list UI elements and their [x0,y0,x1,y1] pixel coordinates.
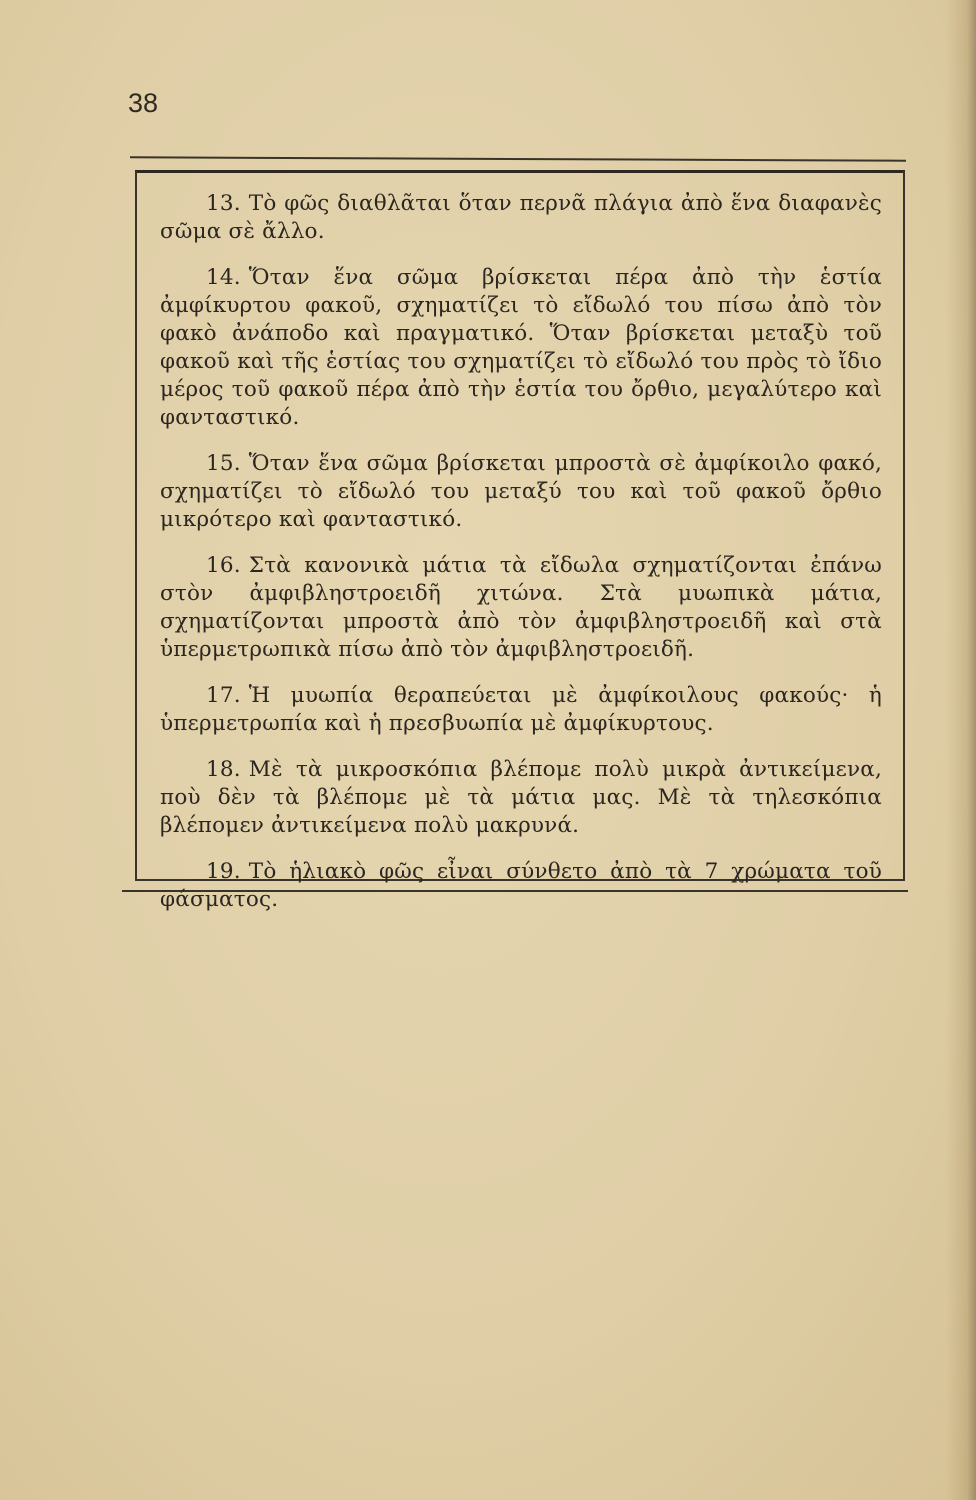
item-number: 16. [206,553,241,578]
summary-item-17 [160,682,882,738]
header-rule [130,156,906,161]
summary-item-15 [160,450,882,534]
item-number: 13. [206,191,241,216]
item-number: 19. [206,859,241,884]
summary-item-19 [160,858,882,914]
summary-item-14 [160,264,882,432]
summary-item-18 [160,756,882,840]
item-number: 17. [206,683,241,708]
page-number: 38 [128,88,159,118]
summary-content [160,190,882,932]
item-text: Ὅταν ἕνα σῶμα βρίσκεται πέρα ἀπὸ τὴν ἑστία ἀμφίκυρτου φακοῦ, σχηματίζει τὸ εἴδωλό του πίσω ἀπὸ τὸν φακὸ ἀνάποδο καὶ πραγματικό. Ὅταν βρίσκεται μεταξὺ τοῦ φακοῦ καὶ τῆς ἑστίας του σχηματίζει τὸ εἴδωλό του πρὸς τὸ ἴδιο μέρος τοῦ φακοῦ πέρα ἀπὸ τὴν ἑστία του ὄρθιο, μεγαλύτερο καὶ φανταστικό. [160,265,882,430]
item-number: 18. [206,757,241,782]
summary-item-16 [160,552,882,664]
item-number: 14. [206,265,241,290]
item-text: Τὸ φῶς διαθλᾶται ὅταν περνᾶ πλάγια ἀπὸ ἕνα διαφανὲς σῶμα σὲ ἄλλο. [160,191,882,244]
page-edge-shadow [946,0,976,1500]
item-text: Τὸ ἡλιακὸ φῶς εἶναι σύνθετο ἀπὸ τὰ 7 χρώματα τοῦ φάσματος. [160,859,882,912]
item-text: Ὅταν ἕνα σῶμα βρίσκεται μπροστὰ σὲ ἀμφίκοιλο φακό, σχηματίζει τὸ εἴδωλό του μεταξύ του καὶ τοῦ φακοῦ ὄρθιο μικρότερο καὶ φανταστικό. [160,451,882,532]
item-text: Ἡ μυωπία θεραπεύεται μὲ ἀμφίκοιλους φακούς· ἡ ὑπερμετρωπία καὶ ἡ πρεσβυωπία μὲ ἀμφίκυρτους. [160,683,882,736]
summary-item-13 [160,190,882,246]
item-text: Μὲ τὰ μικροσκόπια βλέπομε πολὺ μικρὰ ἀντικείμενα, ποὺ δὲν τὰ βλέπομε μὲ τὰ μάτια μας. Μὲ τὰ τηλεσκόπια βλέπομεν ἀντικείμενα πολὺ μακρυνά. [160,757,882,838]
item-text: Στὰ κανονικὰ μάτια τὰ εἴδωλα σχηματίζονται ἐπάνω στὸν ἀμφιβληστροειδῆ χιτώνα. Στὰ μυωπικὰ μάτια, σχηματίζονται μπροστὰ ἀπὸ τὸν ἀμφιβληστροειδῆ καὶ στὰ ὑπερμετρωπικὰ πίσω ἀπὸ τὸν ἀμφιβληστροειδῆ. [160,553,882,662]
item-number: 15. [206,451,241,476]
